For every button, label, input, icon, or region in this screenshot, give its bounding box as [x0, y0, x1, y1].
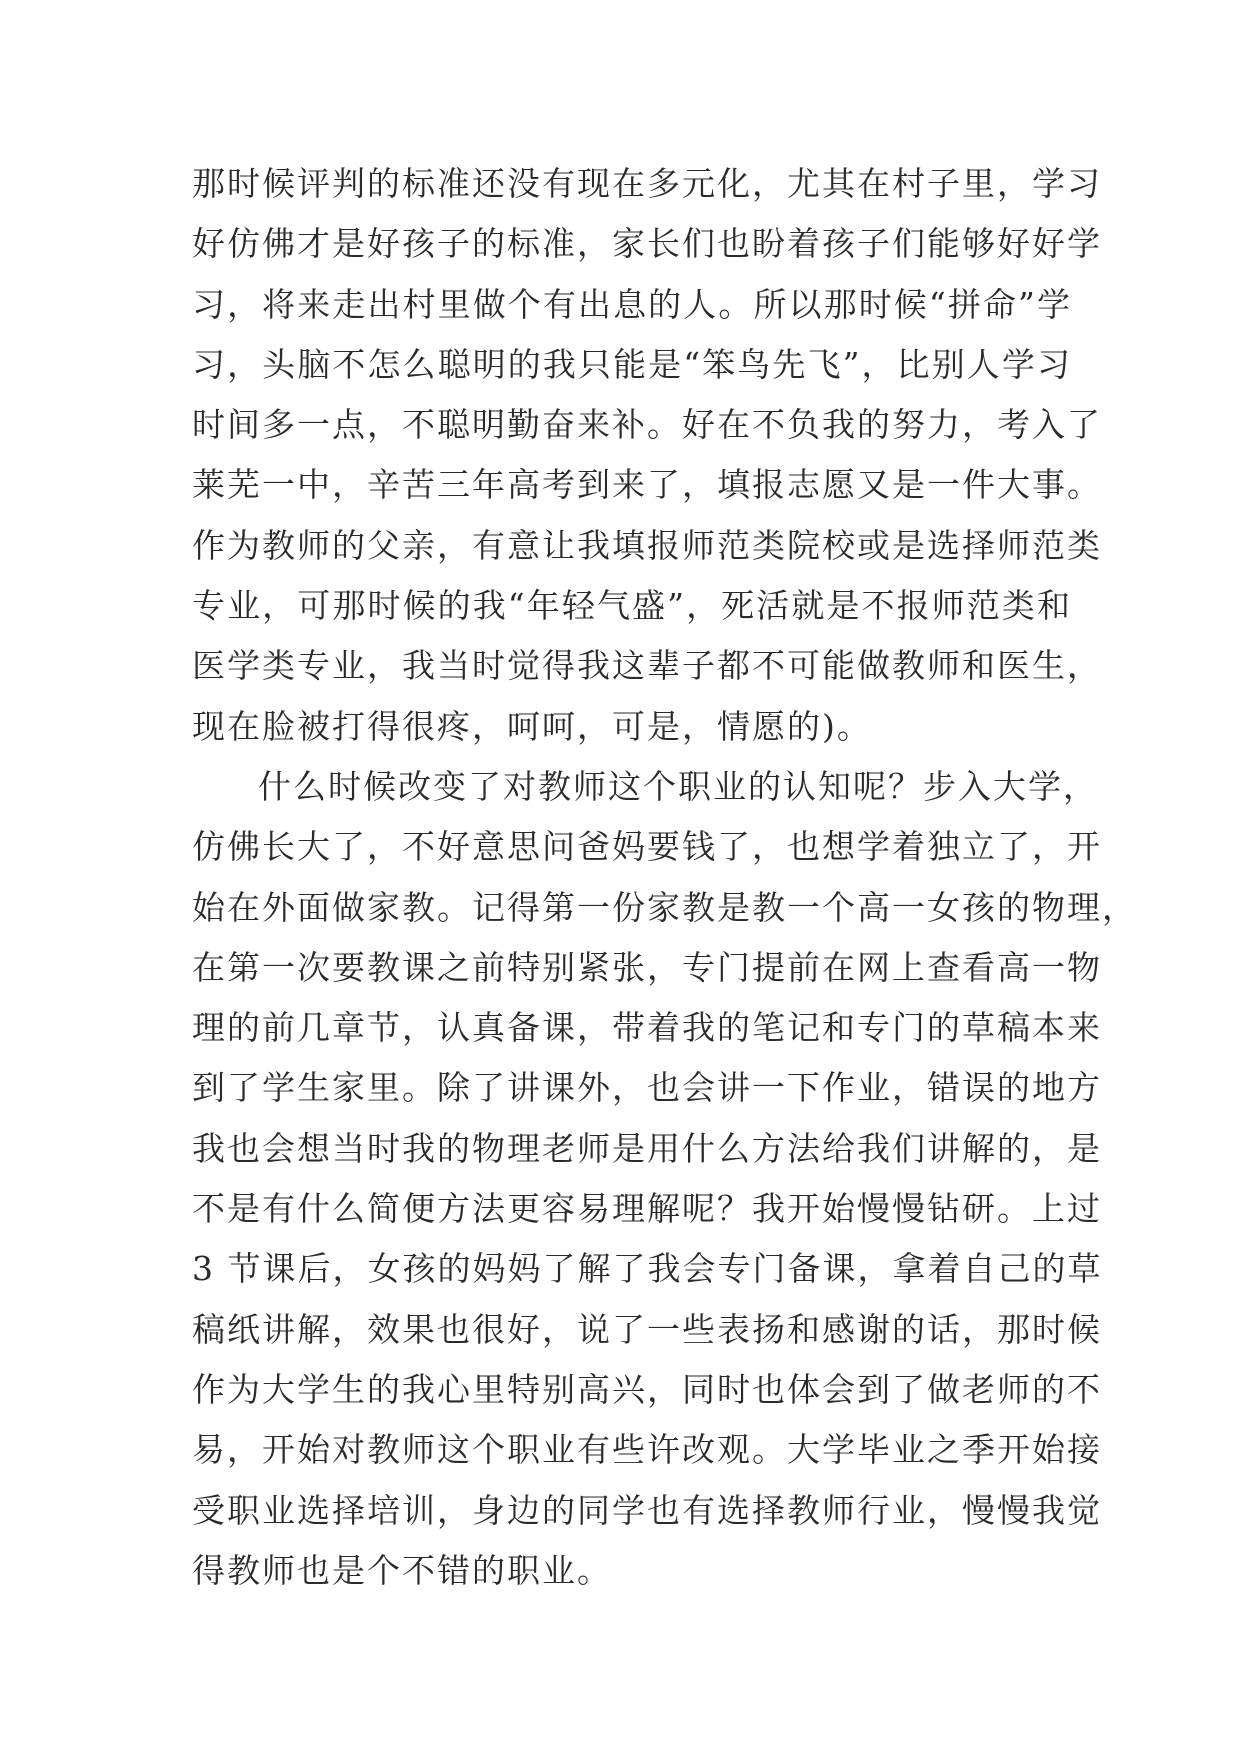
paragraph-line: 现在脸被打得很疼，呵呵，可是，情愿的)。 [192, 706, 872, 746]
paragraph-line: 习，头脑不怎么聪明的我只能是“笨鸟先飞”，比别人学习 [192, 344, 1072, 384]
paragraph-line: 什么时候改变了对教师这个职业的认知呢？步入大学， [258, 766, 1098, 806]
paragraph-line: 到了学生家里。除了讲课外，也会讲一下作业，错误的地方 [192, 1068, 1102, 1108]
paragraph-line: 我也会想当时我的物理老师是用什么方法给我们讲解的，是 [192, 1128, 1102, 1168]
paragraph-line: 得教师也是个不错的职业。 [192, 1550, 612, 1590]
paragraph-line: 莱芜一中，辛苦三年高考到来了，填报志愿又是一件大事。 [192, 465, 1102, 505]
paragraph-line: 易，开始对教师这个职业有些许改观。大学毕业之季开始接 [192, 1430, 1102, 1470]
paragraph-line: 时间多一点，不聪明勤奋来补。好在不负我的努力，考入了 [192, 405, 1102, 445]
paragraph-1 [192, 154, 1102, 757]
paragraph-line: 那时候评判的标准还没有现在多元化，尤其在村子里，学习 [192, 164, 1102, 203]
paragraph-line: 作为大学生的我心里特别高兴，同时也体会到了做老师的不 [192, 1369, 1102, 1409]
paragraph-line: 受职业选择培训，身边的同学也有选择教师行业，慢慢我觉 [192, 1490, 1102, 1530]
paragraph-line: 医学类专业，我当时觉得我这辈子都不可能做教师和医生， [192, 646, 1102, 686]
paragraph-line: 稿纸讲解，效果也很好，说了一些表扬和感谢的话，那时候 [192, 1309, 1102, 1349]
paragraph-line: 专业，可那时候的我“年轻气盛”，死活就是不报师范类和 [192, 586, 1072, 626]
paragraph-line: 好仿佛才是好孩子的标准，家长们也盼着孩子们能够好好学 [192, 224, 1102, 264]
paragraph-line: 习，将来走出村里做个有出息的人。所以那时候“拼命”学 [192, 284, 1072, 324]
paragraph-line: 3 节课后，女孩的妈妈了解了我会专门备课，拿着自己的草 [192, 1249, 1103, 1289]
paragraph-line: 在第一次要教课之前特别紧张，专门提前在网上查看高一物 [192, 947, 1102, 987]
paragraph-line: 始在外面做家教。记得第一份家教是教一个高一女孩的物理， [192, 887, 1137, 927]
paragraph-2 [192, 757, 1137, 1601]
paragraph-line: 仿佛长大了，不好意思问爸妈要钱了，也想学着独立了，开 [192, 827, 1102, 867]
body-text [192, 154, 1137, 1601]
paragraph-line: 不是有什么简便方法更容易理解呢？我开始慢慢钻研。上过 [192, 1189, 1102, 1229]
paragraph-line: 作为教师的父亲，有意让我填报师范类院校或是选择师范类 [192, 525, 1102, 565]
paragraph-line: 理的前几章节，认真备课，带着我的笔记和专门的草稿本来 [192, 1008, 1102, 1048]
